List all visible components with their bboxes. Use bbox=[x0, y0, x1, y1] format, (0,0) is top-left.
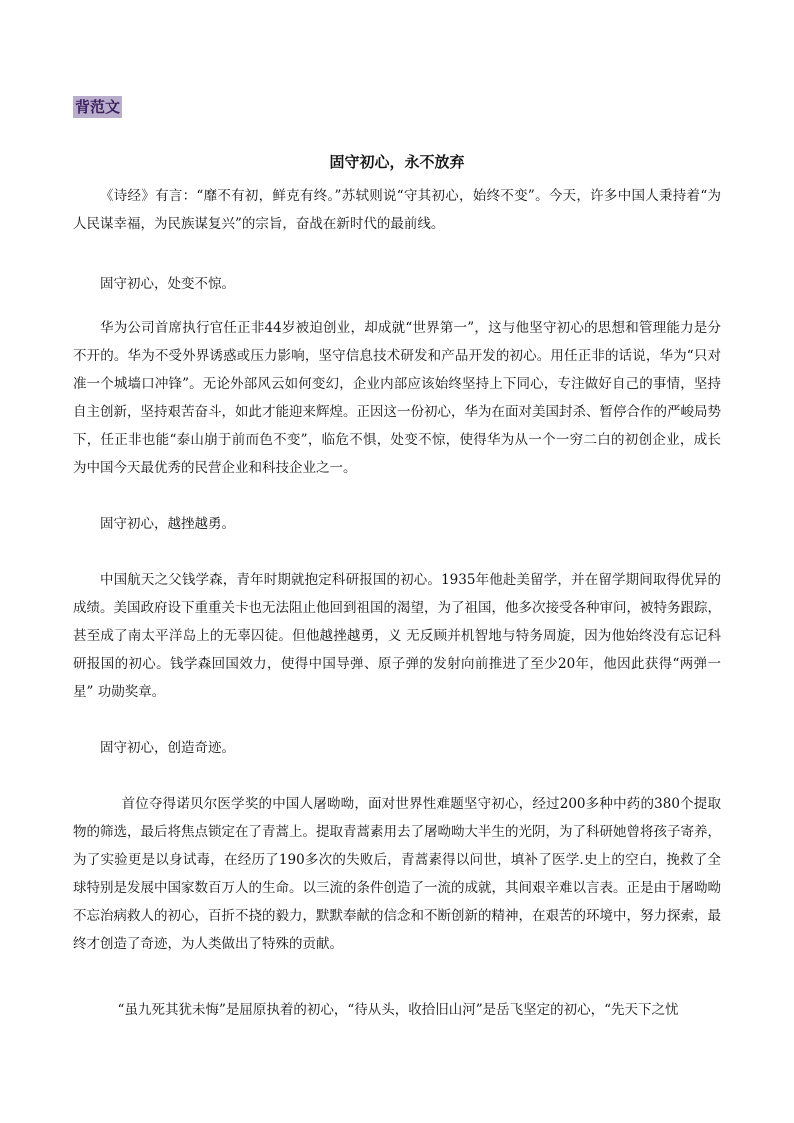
paragraph-qian-xuesen bbox=[73, 566, 721, 706]
subheading-2 bbox=[73, 510, 721, 538]
subheading-3 bbox=[73, 734, 721, 762]
paragraph-intro bbox=[73, 182, 721, 238]
subheading-text: 固守初心，创造奇迹。 bbox=[100, 740, 235, 756]
paragraph-text: “虽九死其犹未悔”是屈原执着的初心，“待从头，收拾旧山河”是岳飞坚定的初心，“先天下之忧 bbox=[117, 1002, 679, 1018]
subheading-text: 固守初心，处变不惊。 bbox=[100, 276, 235, 292]
paragraph-closing bbox=[73, 996, 721, 1024]
paragraph-text: 中国航天之父钱学森，青年时期就抱定科研报国的初心。1935年他赴美留学，并在留学期间取得优异的成绩。美国政府设下重重关卡也无法阻止他回到祖国的渴望，为了祖国，他多次接受各种审问，被特务跟踪，甚至成了南太平洋岛上的无辜囚徒。但他越挫越勇，义 无反顾并机智地与特务周旋，因为他始终没有忘记科研报国的初心。钱学森回国效力，使得中国导弹、原子弹的发射向前推进了至少20年，他因此获得“两弹一星” 功勋奖章。 bbox=[73, 572, 721, 700]
essay-title: 固守初心，永不放弃 bbox=[329, 153, 465, 171]
paragraph-huawei bbox=[73, 314, 721, 482]
paragraph-text: 《诗经》有言：“靡不有初，鲜克有终。”苏轼则说“守其初心，始终不变”。今天，许多中国人秉持着“为人民谋幸福，为民族谋复兴”的宗旨，奋战在新时代的最前线。 bbox=[73, 188, 721, 232]
paragraph-tu-youyou bbox=[73, 790, 721, 958]
paragraph-text: 华为公司首席执行官任正非44岁被迫创业，却成就“世界第一”，这与他坚守初心的思想和管理能力是分不开的。华为不受外界诱惑或压力影响，坚守信息技术研发和产品开发的初心。用任正非的话说，华为“只对准一个城墙口冲锋”。无论外部风云如何变幻，企业内部应该始终坚持上下同心，专注做好自己的事情，坚持自主创新，坚持艰苦奋斗，如此才能迎来辉煌。正因这一份初心，华为在面对美国封杀、暂停合作的严峻局势下，任正非也能“泰山崩于前而色不变”，临危不惧，处变不惊，使得华为从一个一穷二白的初创企业，成长为中国今天最优秀的民营企业和科技企业之一。 bbox=[73, 320, 721, 476]
section-label: 背范文 bbox=[75, 98, 121, 116]
paragraph-text: 首位夺得诺贝尔医学奖的中国人屠呦呦，面对世界性难题坚守初心，经过200多种中药的380个提取物的筛选，最后将焦点锁定在了青蒿上。提取青蒿素用去了屠呦呦大半生的光阴，为了科研她曾将孩子寄养，为了实验更是以身试毒，在经历了190多次的失败后，青蒿素得以问世，填补了医学.史上的空白，挽救了全球特别是发展中国家数百万人的生命。以三流的条件创造了一流的成就，其间艰辛难以言表。正是由于屠呦呦不忘治病救人的初心，百折不挠的毅力，默默奉献的信念和不断创新的精神，在艰苦的环境中，努力探索，最终才创造了奇迹，为人类做出了特殊的贡献。 bbox=[73, 796, 721, 952]
subheading-1 bbox=[73, 270, 721, 298]
subheading-text: 固守初心，越挫越勇。 bbox=[100, 516, 235, 532]
